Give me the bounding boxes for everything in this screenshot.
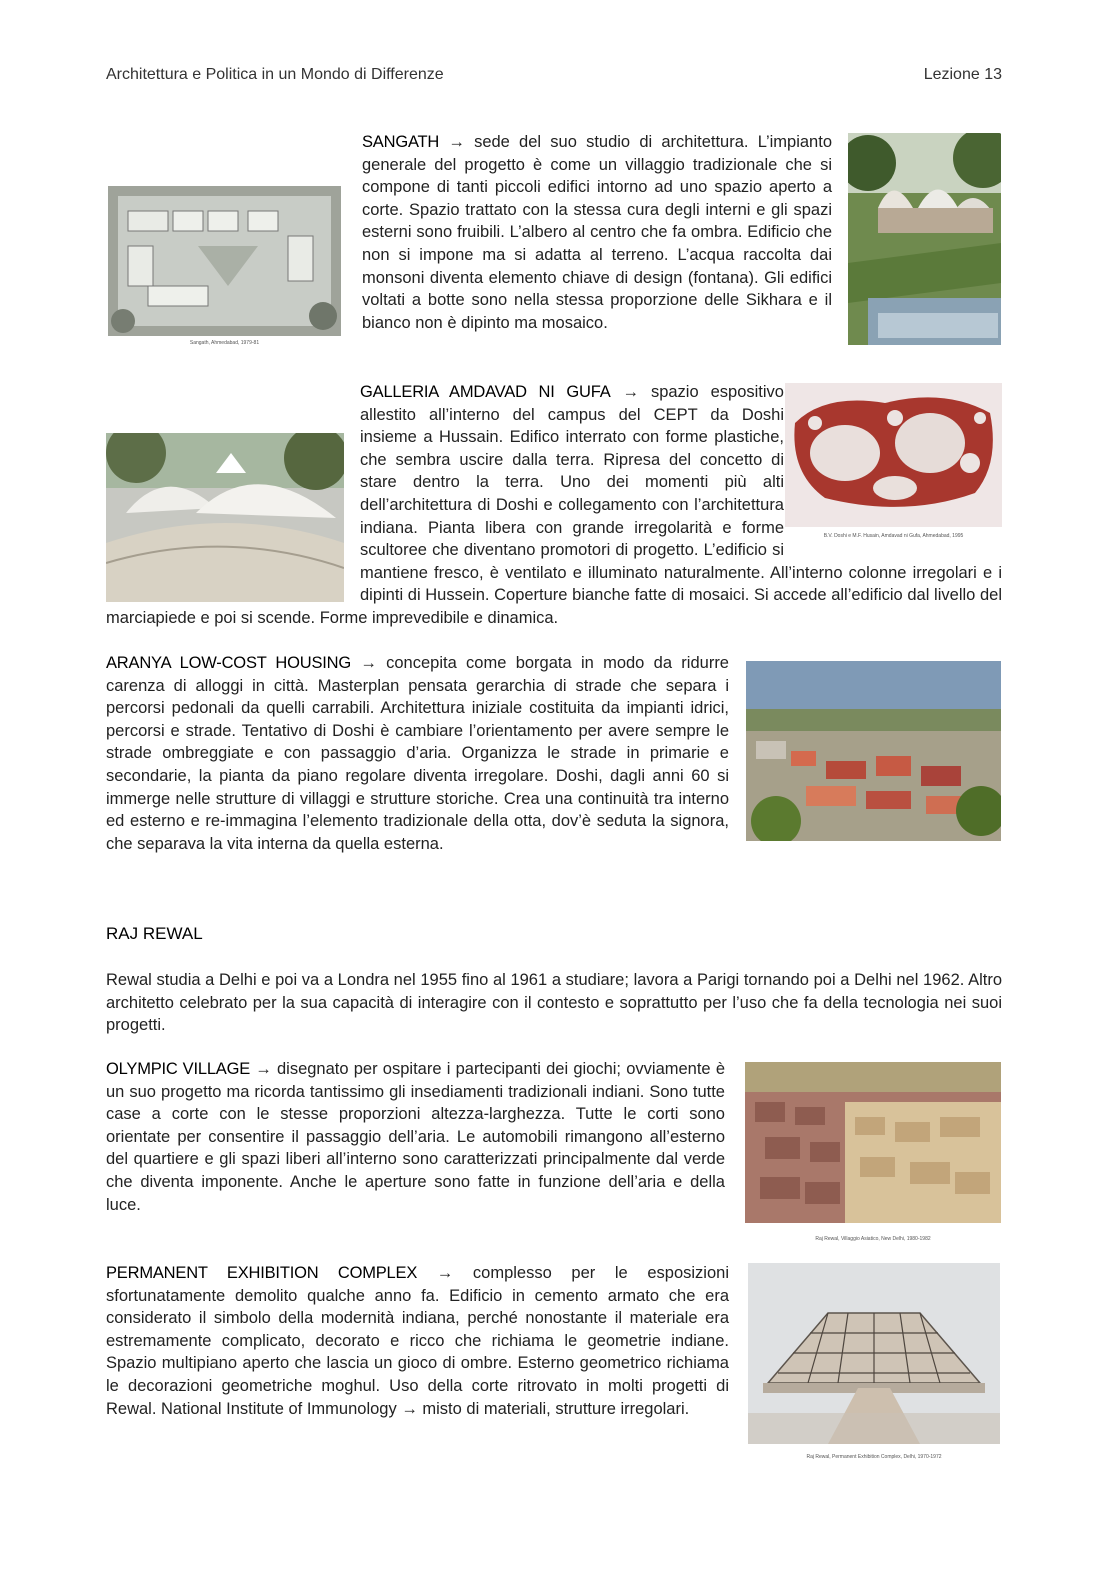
galleria-title: GALLERIA AMDAVAD NI GUFA bbox=[360, 383, 611, 401]
arrow-icon: → bbox=[436, 1264, 454, 1282]
rewal-intro-text: Rewal studia a Delhi e poi va a Londra nel 1955 fino al 1961 a studiare; lavora a Parigi tornando poi a Delhi nel 1962. Altro architetto celebrato per la sua capacità di interagire con il contesto e soprattutto per l’uso che fa della tecnologia nei suoi progetti. bbox=[106, 971, 1002, 1035]
olympic-caption: Raj Rewal, Villaggio Asiatico, New Delhi, 1980-1982 bbox=[815, 1236, 931, 1242]
sangath-caption: Sangath, Ahmedabad, 1979-81 bbox=[189, 340, 260, 346]
aranya-text: concepita come borgata in modo da ridurre carenza di alloggi in città. Masterplan pensata gerarchia di strade che separa i percorsi pedonali da quelli carrabili. Architettura iniziale costituita da impianti idrici, percorsi e strade. Tentativo di Doshi è cambiare l’orientamento per avere sempre le strade ombreggiate e con passaggio d’aria. Organizza le strade in primarie e secondarie, la pianta da piano regolare diventa irregolare. Doshi, dagli anni 60 si immerge nelle strutture di villaggi e strutture storiche. Crea una continuità tra interno ed esterno e re-immagina l’elemento tradizionale della otta, dov’è seduta la signora, che separava la vita interna da quella esterna. bbox=[106, 654, 729, 853]
olympic-title: OLYMPIC VILLAGE bbox=[106, 1060, 251, 1078]
sangath-section bbox=[106, 131, 832, 347]
olympic-section bbox=[106, 1058, 725, 1216]
sangath-text: sede del suo studio di architettura. L’impianto generale del progetto è come un villaggio tradizionale che si compone di tanti piccoli edifici intorno ad uno spazio aperto a corte. Spazio trattato con la stessa cura degli interni e gli spazi esterni sono fruibili. L’albero al centro che fa ombra. Edificio che non si impone ma si adatta al terreno. L’acqua raccolta dai monsoni diventa elemento chiave di design (fontana). Gli edifici voltati a botte sono nella stessa proporzione delle Sikhara e il bianco non è dipinto ma mosaico. bbox=[362, 133, 832, 332]
sangath-photo-exterior bbox=[848, 133, 1001, 345]
exhibition-text: complesso per le esposizioni sfortunatamente demolito qualche anno fa. Edificio in cemento armato che era considerato il simbolo della modernità indiana, perché nonostante il materiale era estremamente complicato, decorato e ricco che richiama le geometrie indiane. Spazio multipiano aperto che lascia un gioco di ombre. Esterno geometrico richiama le decorazioni geometriche moghul. Uso della corte ritrovato in molti progetti di Rewal. National Institute of Immunology bbox=[106, 1264, 729, 1418]
aranya-section bbox=[106, 652, 729, 855]
exhibition-text-end: misto di materiali, strutture irregolari. bbox=[417, 1399, 690, 1418]
rewal-heading: RAJ REWAL bbox=[106, 924, 203, 943]
exhibition-title: PERMANENT EXHIBITION COMPLEX bbox=[106, 1264, 418, 1282]
galleria-section bbox=[106, 381, 1002, 630]
arrow-icon: → bbox=[360, 654, 377, 672]
olympic-photo-aerial bbox=[745, 1062, 1001, 1223]
galleria-text: spazio espositivo allestito all’interno del campus del CEPT da Doshi insieme a Hussain. Edifico interrato con forme plastiche, che sembra uscire dalla terra. Ripresa del concetto di stare dentro la terra. Uno dei momenti più alti dell’architettura di Doshi e collegamento con l’architettura indiana. Pianta libera con grande irregolarità e forme scultoree che diventano promotori di progetto. L’edificio si mantiene fresco, è ventilato e illuminato naturalmente. All’interno colonne irregolari e i dipinti di Hussein. Coperture bianche fatte di mosaici. Si accede all’edificio dal livello del marciapiede e poi si scende. Forme imprevedibile e dinamica. bbox=[106, 383, 1002, 627]
lesson-number: Lezione 13 bbox=[923, 66, 1002, 83]
arrow-icon: → bbox=[255, 1060, 272, 1078]
olympic-text: disegnato per ospitare i partecipanti dei giochi; ovviamente è un suo progetto ma ricorda tantissimo gli insediamenti tradizionali indiani. Sono tutte case a corte con le stesse proporzioni altezza-larghezza. Tutte le corti sono orientate per consentire il passaggio dell’aria. Le automobili rimangono all’esterno del quartiere e gli spazi liberi all’interno sono caratterizzati principalmente dal verde che diventa imponente. Anche le aperture sono fatte in funzione dell’aria e della luce. bbox=[106, 1060, 725, 1214]
galleria-caption: B.V. Doshi e M.F. Husain, Amdavad ni Gufa, Ahmedabad, 1995 bbox=[823, 533, 964, 539]
exhibition-photo bbox=[748, 1263, 1000, 1444]
aranya-title: ARANYA LOW-COST HOUSING bbox=[106, 654, 352, 672]
aranya-photo-aerial bbox=[746, 661, 1001, 841]
arrow-icon: → bbox=[622, 383, 639, 401]
exhibition-section bbox=[106, 1262, 729, 1420]
sangath-title: SANGATH bbox=[362, 133, 440, 151]
page-header bbox=[106, 66, 1002, 84]
arrow-icon: → bbox=[401, 1399, 418, 1418]
course-title: Architettura e Politica in un Mondo di Differenze bbox=[106, 66, 444, 83]
exhibition-caption: Raj Rewal, Permanent Exhibition Complex, Delhi, 1970-1972 bbox=[806, 1454, 942, 1460]
arrow-icon: → bbox=[448, 133, 465, 151]
rewal-intro bbox=[106, 969, 1002, 1037]
